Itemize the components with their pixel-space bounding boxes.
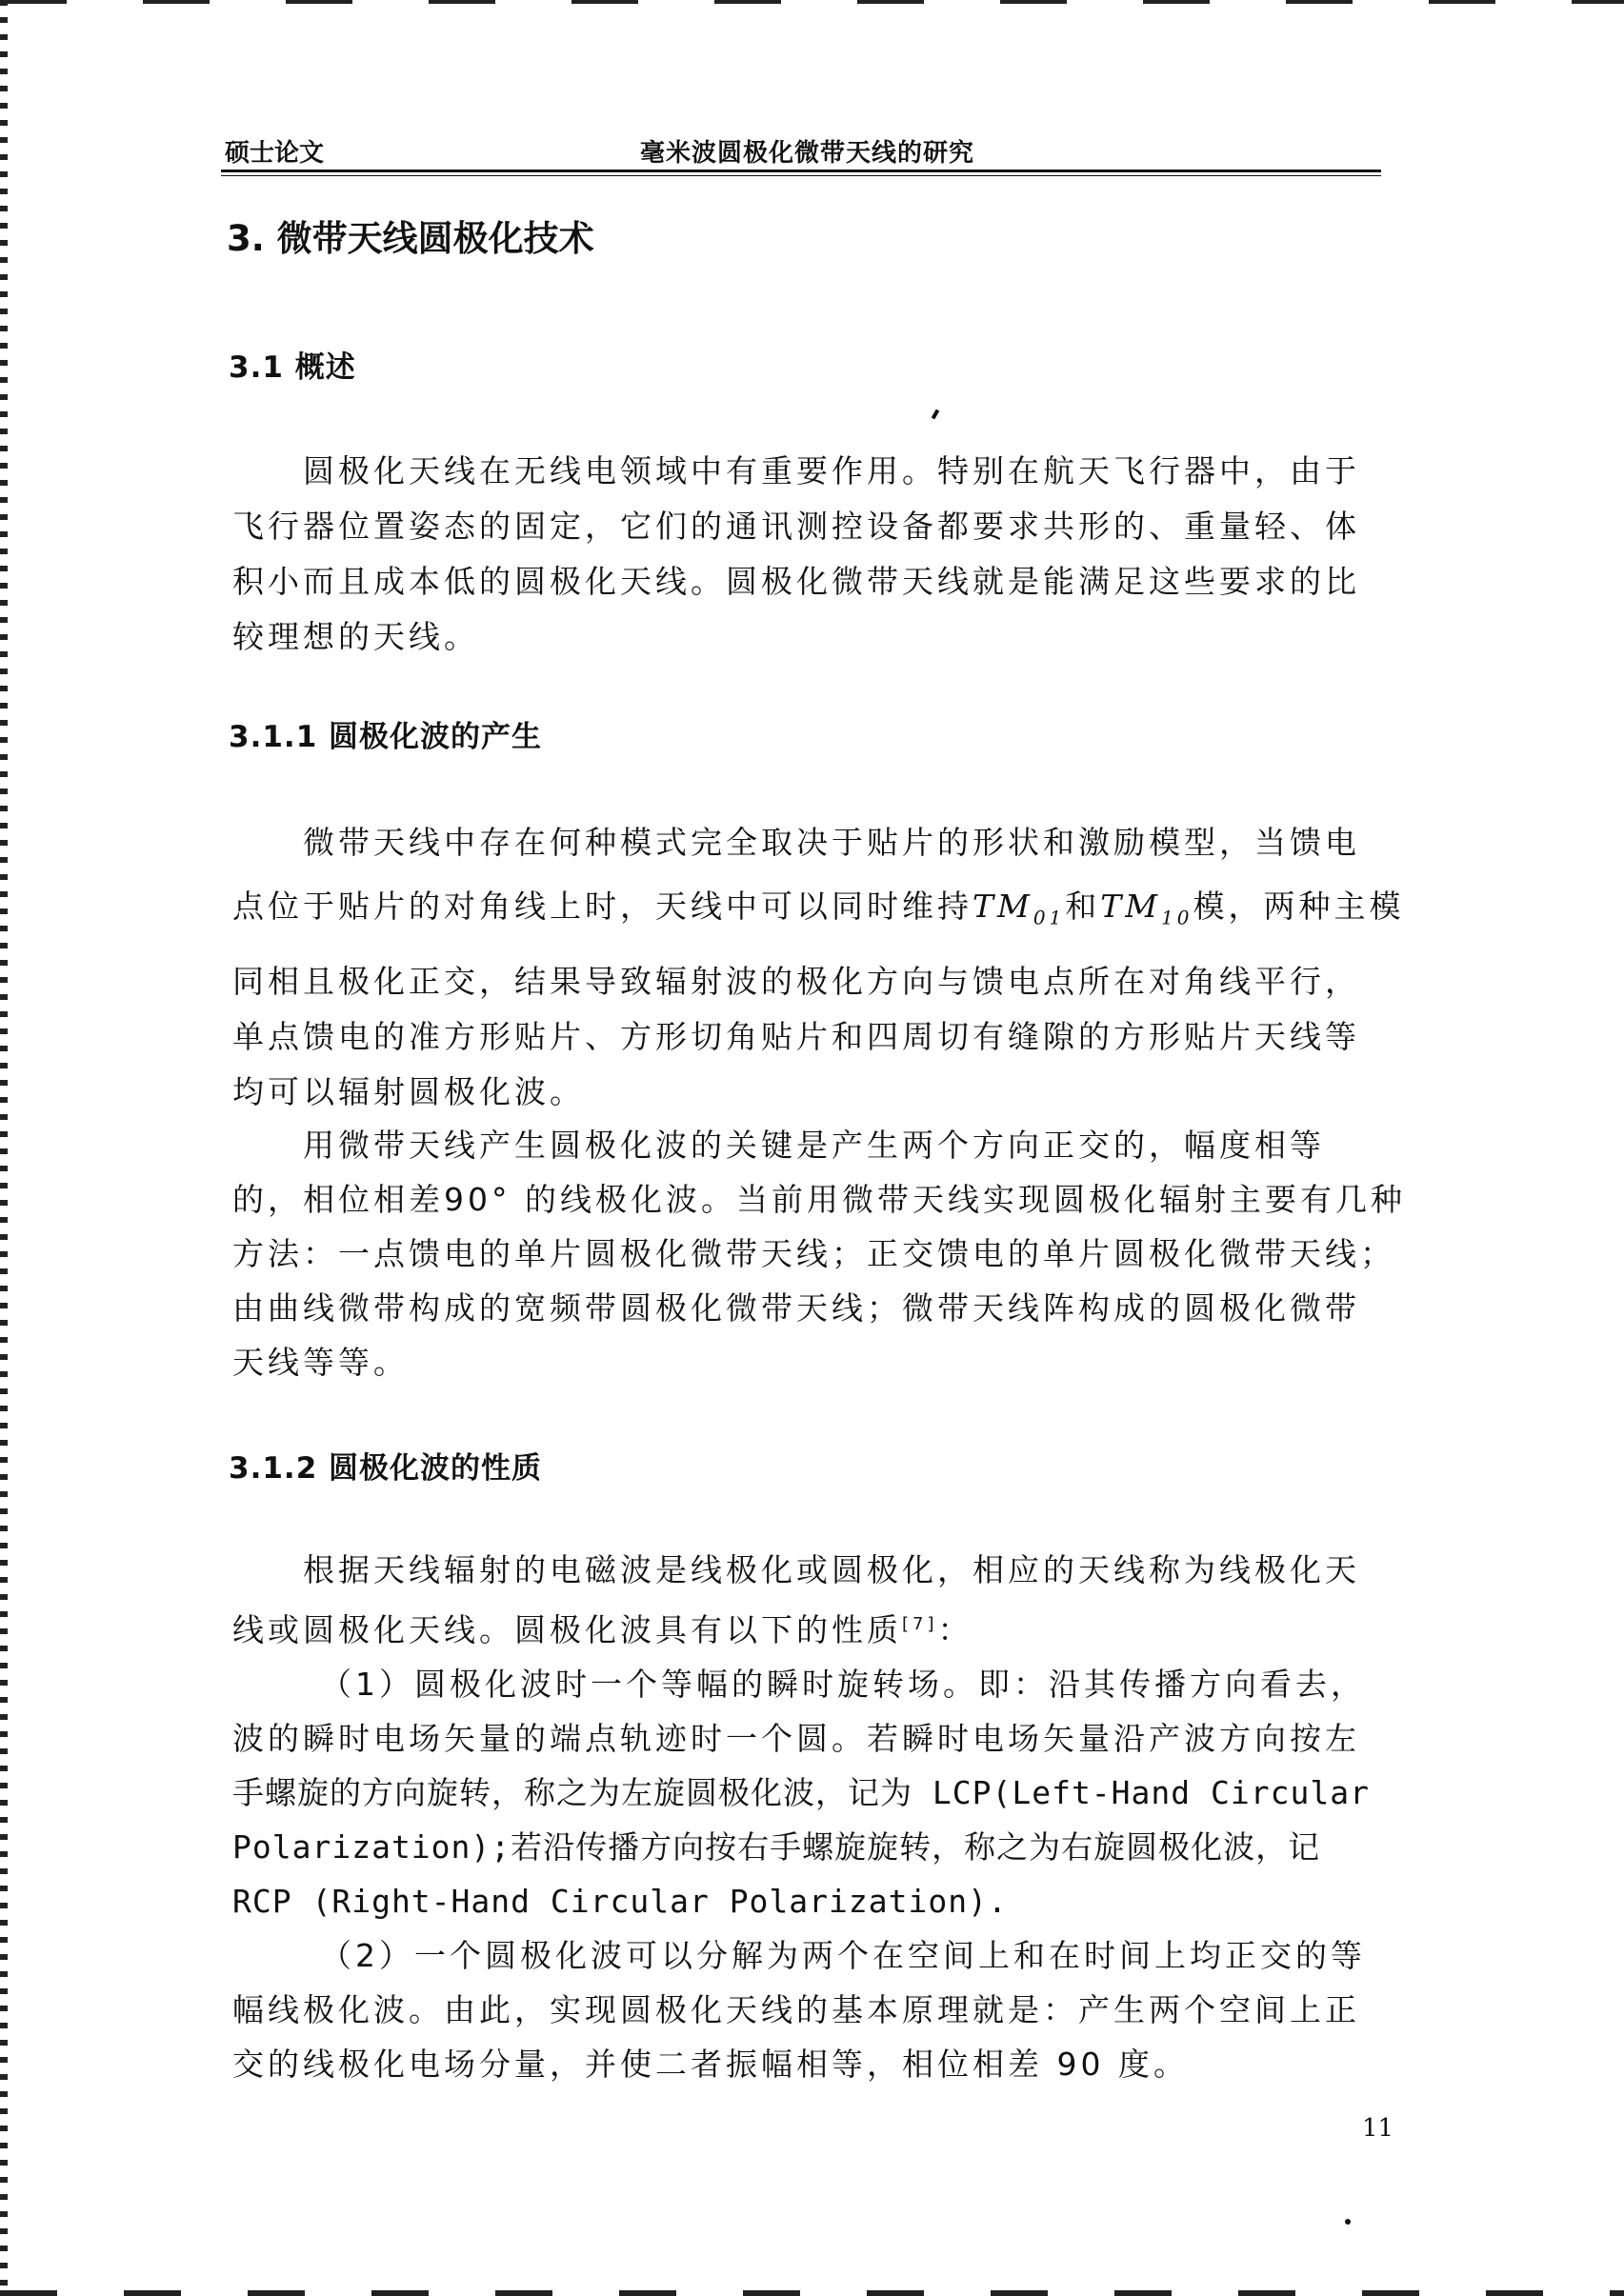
- section-3-1-1-paragraph-1: [232, 815, 1405, 1120]
- text-line: RCP (Right-Hand Circular Polarization).: [232, 1883, 1008, 1920]
- scan-edge-bottom: [0, 2290, 1624, 2296]
- text-run: 线或圆极化天线。圆极化波具有以下的性质: [232, 1611, 902, 1648]
- text-run: ：: [937, 1611, 973, 1648]
- text-line: 波的瞬时电场矢量的端点轨迹时一个圆。若瞬时电场矢量沿产波方向按左: [232, 1720, 1360, 1757]
- header-rule: [221, 170, 1381, 172]
- formula-subscript: 01: [1033, 906, 1066, 929]
- text-line: 均可以辐射圆极化波。: [232, 1072, 585, 1110]
- list-item-2-line: （2）一个圆极化波可以分解为两个在空间上和在时间上均正交的等: [320, 1937, 1366, 1974]
- text-line: 方法：一点馈电的单片圆极化微带天线；正交馈电的单片圆极化微带天线；: [232, 1235, 1395, 1272]
- header-left: 硕士论文: [225, 139, 325, 168]
- text-line: 幅线极化波。由此，实现圆极化天线的基本原理就是：产生两个空间上正: [232, 1991, 1360, 2028]
- section-3-1-2-title: 3.1.2 圆极化波的性质: [229, 1451, 543, 1486]
- section-3-1-1-title: 3.1.1 圆极化波的产生: [229, 720, 543, 754]
- text-line-with-ref: [232, 1597, 1379, 1657]
- running-header: [221, 133, 1381, 173]
- scan-speck: [932, 409, 939, 420]
- text-line: 微带天线中存在何种模式完全取决于贴片的形状和激励模型，当馈电: [303, 824, 1360, 861]
- text-line: 手螺旋的方向旋转，称之为左旋圆极化波，记为 LCP(Left-Hand Circular: [232, 1774, 1370, 1811]
- section-3-1-title: 3.1 概述: [229, 350, 356, 385]
- scan-edge-top: [0, 0, 1624, 4]
- text-run: 和: [1065, 888, 1101, 925]
- text-run: 模，两种主模: [1193, 888, 1405, 925]
- list-item-1-line: （1）圆极化波时一个等幅的瞬时旋转场。即：沿其传播方向看去，: [320, 1666, 1366, 1703]
- text-line: 较理想的天线。: [232, 618, 479, 655]
- text-line-with-formula: [232, 870, 1405, 954]
- section-3-1-paragraph: [232, 444, 1379, 665]
- text-line: Polarization);若沿传播方向按右手螺旋旋转，称之为右旋圆极化波，记: [232, 1828, 1321, 1866]
- citation-ref: [7]: [902, 1614, 938, 1634]
- page-number: 11: [1362, 2114, 1394, 2143]
- text-line: 单点馈电的准方形贴片、方形切角贴片和四周切有缝隙的方形贴片天线等: [232, 1017, 1360, 1055]
- text-line: 由曲线微带构成的宽频带圆极化微带天线；微带天线阵构成的圆极化微带: [232, 1289, 1360, 1327]
- scan-speck: [1345, 2219, 1351, 2225]
- formula-tm10: [1100, 888, 1193, 929]
- text-run: 点位于贴片的对角线上时，天线中可以同时维持: [232, 888, 972, 925]
- text-line: 交的线极化电场分量，并使二者振幅相等，相位相差 90 度。: [232, 2046, 1189, 2083]
- text-line: 圆极化天线在无线电领域中有重要作用。特别在航天飞行器中，由于: [303, 452, 1360, 489]
- text-line: 用微带天线产生圆极化波的关键是产生两个方向正交的，幅度相等: [303, 1127, 1325, 1164]
- header-title: 毫米波圆极化微带天线的研究: [640, 139, 975, 168]
- text-line: 根据天线辐射的电磁波是线极化或圆极化，相应的天线称为线极化天: [303, 1551, 1360, 1588]
- text-line: 积小而且成本低的圆极化天线。圆极化微带天线就是能满足这些要求的比: [232, 563, 1360, 600]
- chapter-title: 3. 微带天线圆极化技术: [227, 218, 594, 259]
- section-3-1-2-paragraph: [232, 1543, 1379, 2091]
- formula-symbol: TM: [1100, 888, 1162, 925]
- text-line: 同相且极化正交，结果导致辐射波的极化方向与馈电点所在对角线平行，: [232, 962, 1360, 1000]
- formula-subscript: 10: [1161, 906, 1193, 929]
- text-line: 天线等等。: [232, 1344, 409, 1381]
- formula-tm01: [972, 888, 1066, 929]
- section-3-1-1-paragraph-2: [232, 1118, 1406, 1389]
- formula-symbol: TM: [972, 888, 1033, 925]
- header-rule-thin: [221, 175, 1381, 176]
- text-line: 飞行器位置姿态的固定，它们的通讯测控设备都要求共形的、重量轻、体: [232, 508, 1360, 545]
- scan-edge-left: [0, 0, 8, 2296]
- text-line: 的，相位相差90° 的线极化波。当前用微带天线实现圆极化辐射主要有几种: [232, 1181, 1406, 1218]
